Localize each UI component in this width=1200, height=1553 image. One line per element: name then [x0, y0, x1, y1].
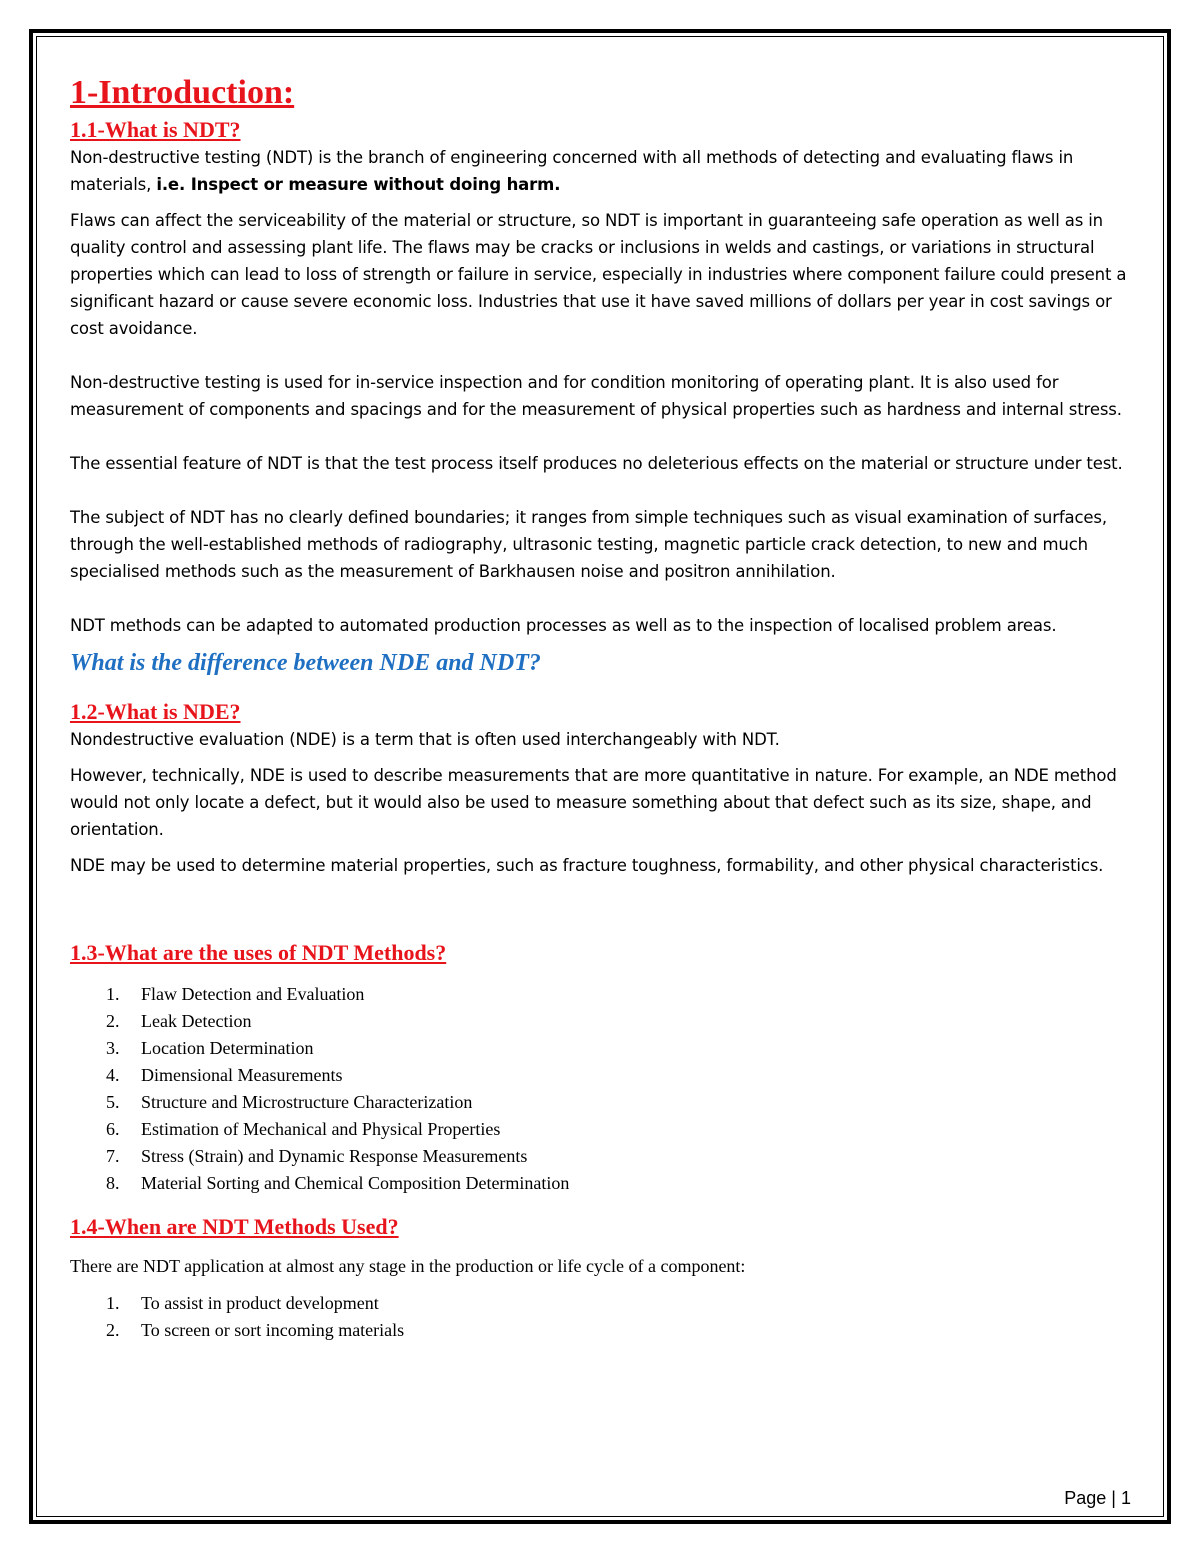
paragraph-in-service: Non-destructive testing is used for in-service inspection and for condition monitoring of operating plant. It is also used for measurement of components and spacings and for the measurement of physical properties such as hardness and internal stress.: [70, 373, 1122, 419]
section-heading-nde: 1.2-What is NDE?: [70, 699, 241, 724]
paragraph-when-intro: There are NDT application at almost any stage in the production or life cycle of a component:: [70, 1256, 746, 1276]
ndt-definition-emphasis: i.e. Inspect or measure without doing harm.: [156, 175, 561, 194]
list-item: 2. Leak Detection: [106, 1011, 252, 1031]
paragraph-subject-boundaries: The subject of NDT has no clearly defined boundaries; it ranges from simple techniques such as visual examination of surfaces, through the well-established methods of radiography, ultrasonic testing, magnetic particle crack detection, to new and much specialised methods such as the measurement of Barkhausen noise and positron annihilation.: [70, 508, 1107, 581]
paragraph-essential-feature: The essential feature of NDT is that the test process itself produces no deleterious effects on the material or structure under test.: [70, 454, 1123, 473]
list-item: 2. To screen or sort incoming materials: [106, 1320, 405, 1340]
when-list: [70, 1290, 1140, 1344]
list-item: 8. Material Sorting and Chemical Composition Determination: [106, 1173, 570, 1193]
section-heading-ndt: 1.1-What is NDT?: [70, 117, 241, 142]
list-item: 1. To assist in product development: [106, 1293, 379, 1313]
chapter-title: 1-Introduction:: [70, 74, 295, 111]
paragraph-nde-technical: However, technically, NDE is used to describe measurements that are more quantitative in nature. For example, an NDE method would not only locate a defect, but it would also be used to measure something about that defect such as its size, shape, and orientation.: [70, 766, 1117, 839]
list-item: 1. Flaw Detection and Evaluation: [106, 984, 365, 1004]
document-body: [70, 72, 1140, 1344]
paragraph-nde-definition: Nondestructive evaluation (NDE) is a term that is often used interchangeably with NDT.: [70, 730, 780, 749]
paragraph-ndt-definition: [70, 144, 1140, 198]
paragraph-nde-properties: NDE may be used to determine material properties, such as fracture toughness, formability, and other physical characteristics.: [70, 856, 1104, 875]
list-item: 6. Estimation of Mechanical and Physical Properties: [106, 1119, 501, 1139]
paragraph-flaws: Flaws can affect the serviceability of the material or structure, so NDT is important in guaranteeing safe operation as well as in quality control and assessing plant life. The flaws may be cracks or inclusions in welds and castings, or variations in structural properties which can lead to loss of strength or failure in service, especially in industries where component failure could present a significant hazard or cause severe economic loss. Industries that use it have saved millions of dollars per year in cost savings or cost avoidance.: [70, 211, 1127, 338]
difference-heading: What is the difference between NDE and NDT?: [70, 650, 541, 676]
section-heading-when: 1.4-When are NDT Methods Used?: [70, 1214, 399, 1239]
list-item: 4. Dimensional Measurements: [106, 1065, 343, 1085]
list-item: 3. Location Determination: [106, 1038, 314, 1058]
section-heading-uses: 1.3-What are the uses of NDT Methods?: [70, 940, 447, 965]
uses-list: [70, 981, 1140, 1197]
ndt-definition-text: Non-destructive testing (NDT) is the branch of engineering concerned with all methods of detecting and evaluating flaws in materials,: [70, 148, 1074, 194]
list-item: 7. Stress (Strain) and Dynamic Response Measurements: [106, 1146, 528, 1166]
list-item: 5. Structure and Microstructure Characterization: [106, 1092, 473, 1112]
page-number: Page | 1: [1064, 1488, 1131, 1508]
paragraph-automated: NDT methods can be adapted to automated production processes as well as to the inspection of localised problem areas.: [70, 616, 1057, 635]
